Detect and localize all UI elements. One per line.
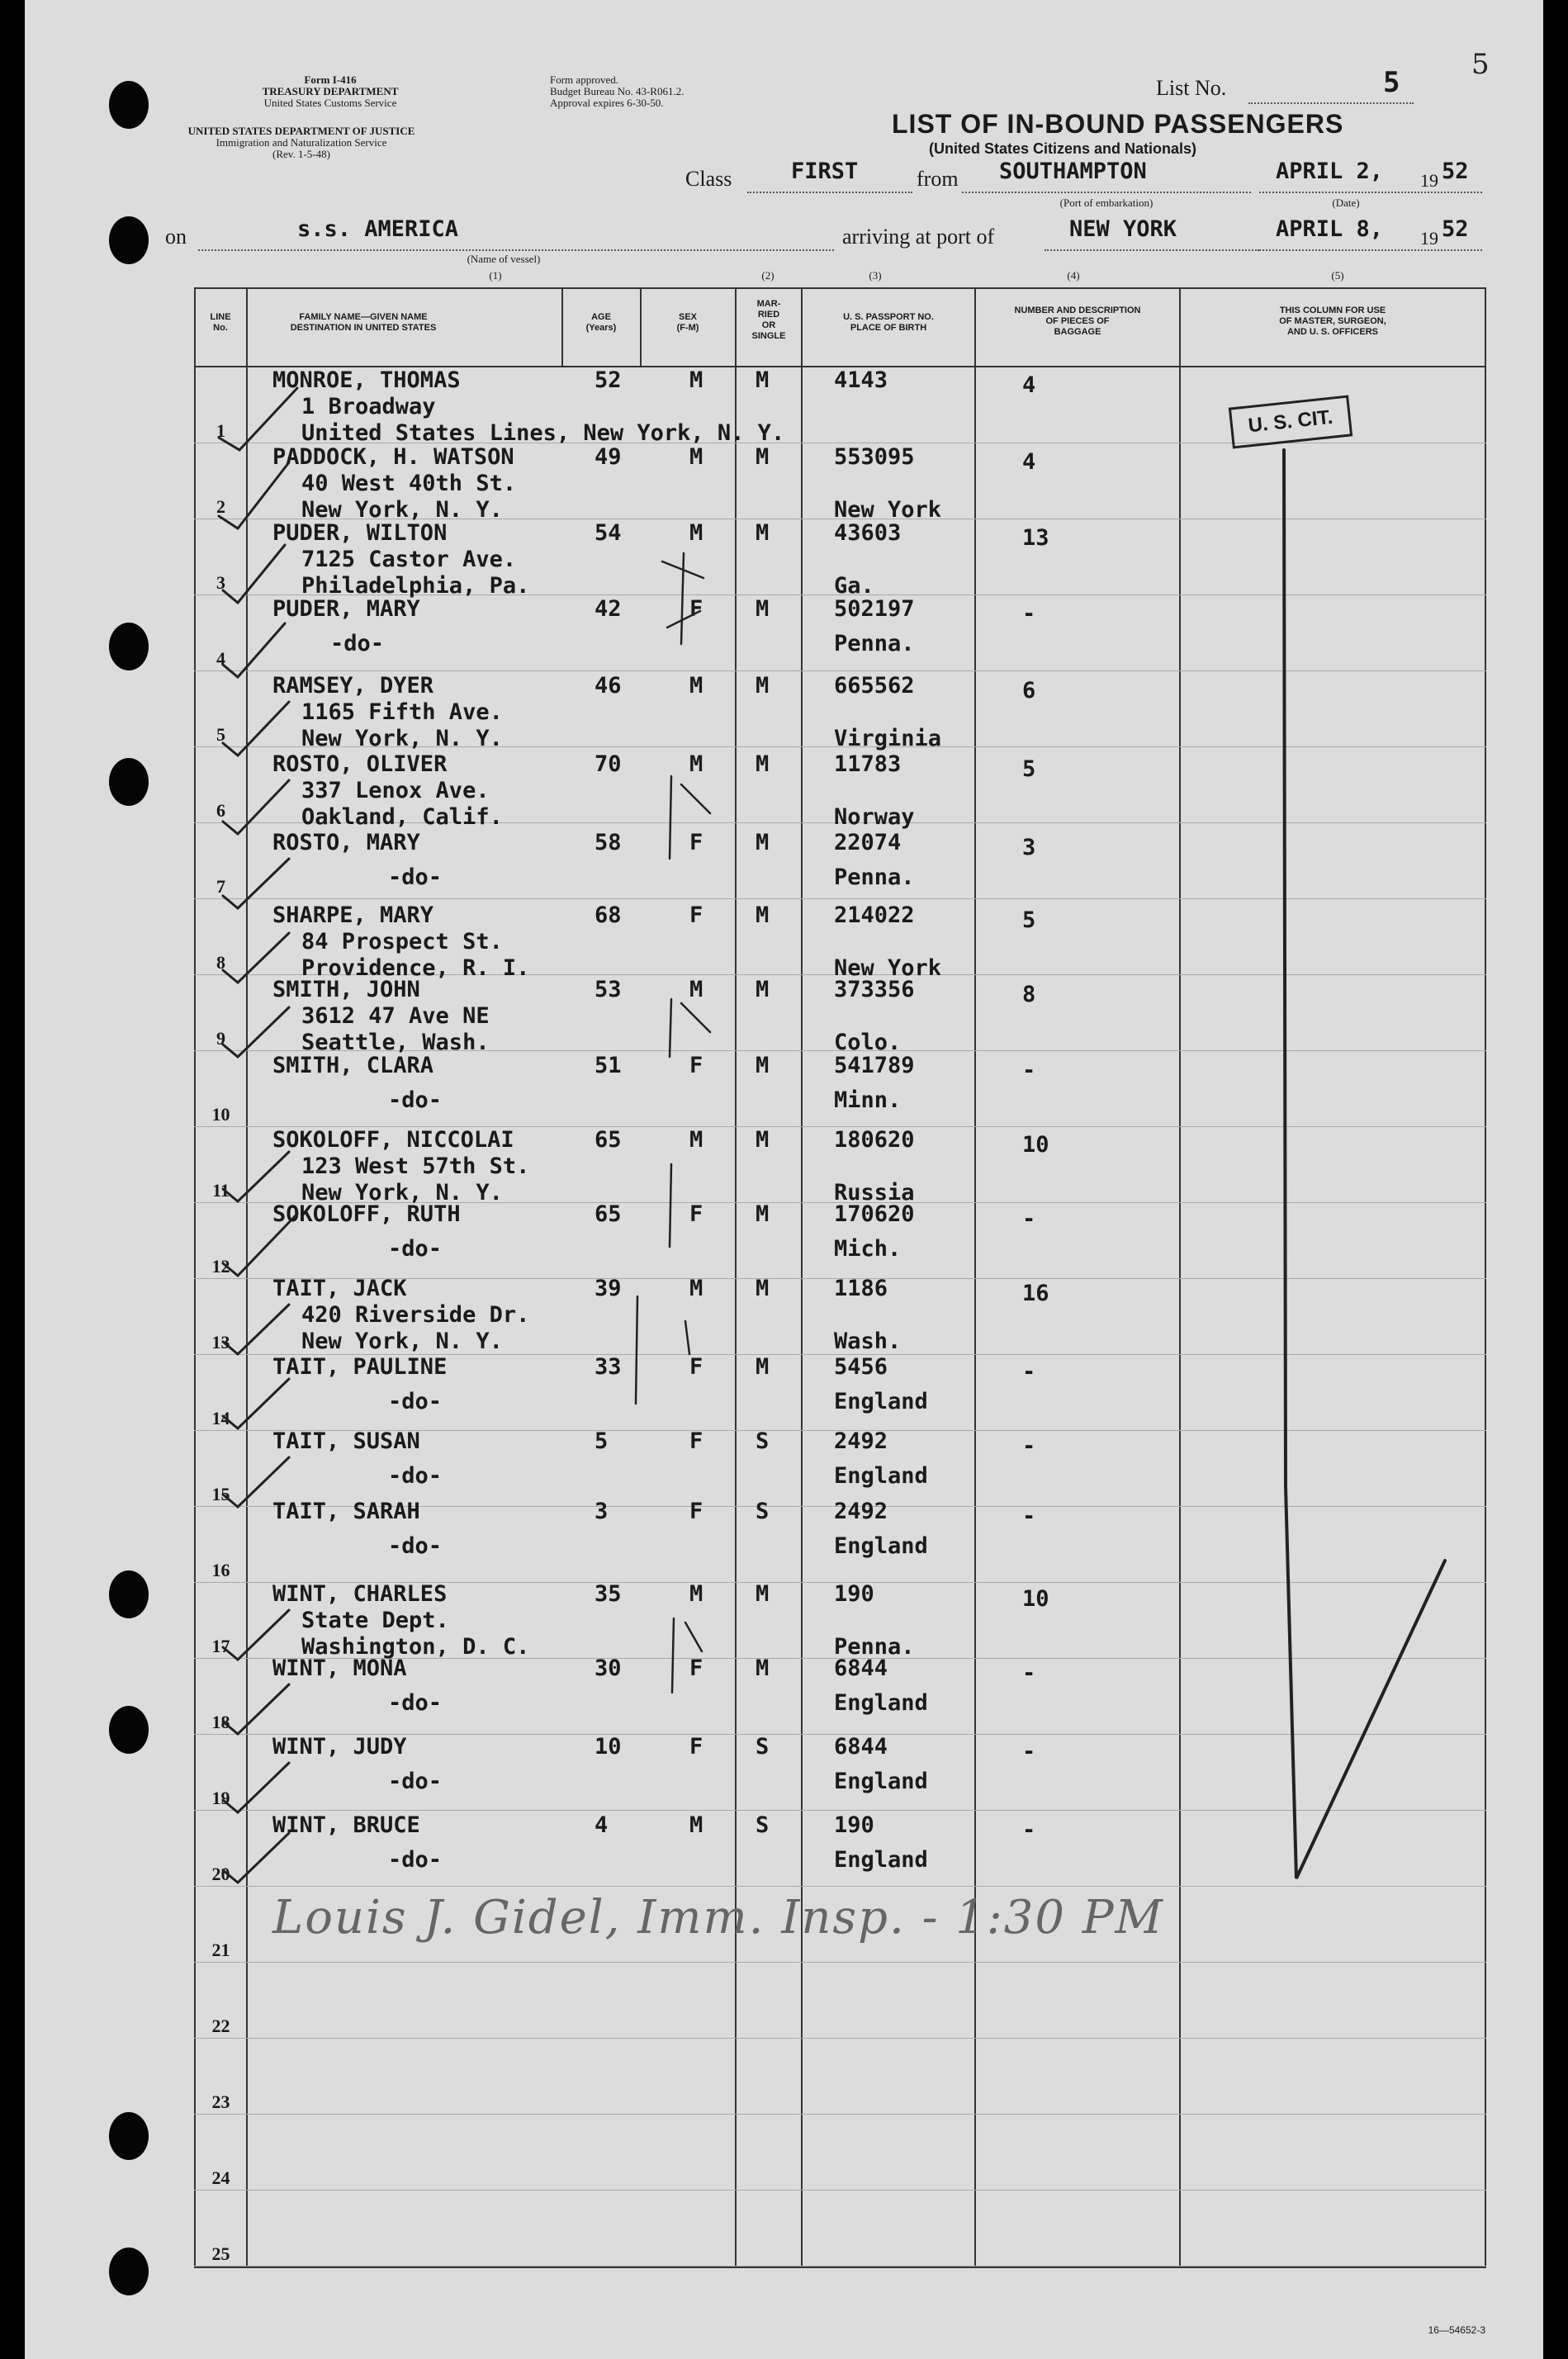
- form-line: TREASURY DEPARTMENT: [262, 85, 399, 97]
- passenger-address: -do-: [330, 631, 385, 656]
- passenger-sex: F: [689, 1201, 703, 1227]
- passenger-marital-status: S: [756, 1499, 770, 1524]
- place-of-birth: England: [834, 1389, 928, 1414]
- passenger-address: 3612 47 Ave NE: [301, 1003, 490, 1029]
- passenger-address: Seattle, Wash.: [301, 1030, 490, 1055]
- place-of-birth: Mich.: [834, 1236, 902, 1262]
- line-number: 9: [216, 1028, 225, 1049]
- col-header-passport: U. S. PASSPORT NO. PLACE OF BIRTH: [843, 312, 934, 333]
- place-of-birth: England: [834, 1533, 928, 1559]
- line-number: 3: [216, 572, 225, 593]
- passenger-address: New York, N. Y.: [301, 1180, 503, 1206]
- baggage-count: -: [1022, 1206, 1036, 1232]
- arrival-year: 52: [1442, 216, 1469, 242]
- col-header-sex: SEX (F-M): [676, 312, 699, 333]
- passenger-marital-status: S: [756, 1734, 770, 1760]
- from-value: SOUTHAMPTON: [999, 159, 1147, 184]
- place-of-birth: Minn.: [834, 1087, 902, 1113]
- passport-number: 1186: [834, 1276, 888, 1301]
- form-line: Form I-416: [304, 73, 357, 86]
- passport-number: 6844: [834, 1656, 888, 1681]
- passenger-address: Providence, R. I.: [301, 955, 530, 981]
- passport-number: 214022: [834, 902, 915, 928]
- line-number: 19: [211, 1788, 230, 1808]
- dept-line: (Rev. 1-5-48): [272, 148, 330, 160]
- column-number: (2): [761, 269, 775, 282]
- passenger-address: 84 Prospect St.: [301, 929, 503, 954]
- place-of-birth: England: [834, 1847, 928, 1873]
- baggage-count: -: [1022, 1433, 1036, 1459]
- passenger-age: 35: [595, 1581, 622, 1607]
- baggage-count: -: [1022, 1660, 1036, 1686]
- vessel-caption: (Name of vessel): [467, 253, 541, 265]
- passenger-age: 33: [595, 1354, 622, 1380]
- line-number: 17: [211, 1636, 230, 1656]
- passenger-marital-status: M: [756, 444, 770, 470]
- line-number: 1: [216, 420, 225, 441]
- list-no-value: 5: [1383, 66, 1400, 99]
- passport-number: 11783: [834, 751, 902, 777]
- vessel-value: s.s. AMERICA: [297, 216, 459, 242]
- passenger-name: SMITH, JOHN: [272, 977, 420, 1002]
- passenger-marital-status: M: [756, 367, 770, 393]
- passenger-sex: M: [689, 1812, 703, 1838]
- passenger-marital-status: S: [756, 1812, 770, 1838]
- passenger-marital-status: M: [756, 1354, 770, 1380]
- line-number: 5: [216, 724, 225, 745]
- date-value: APRIL 2,: [1276, 159, 1384, 184]
- line-number: 11: [212, 1180, 230, 1201]
- passport-number: 2492: [834, 1428, 888, 1454]
- place-of-birth: Ga.: [834, 573, 874, 599]
- passenger-address: 1165 Fifth Ave.: [301, 699, 503, 725]
- passport-number: 502197: [834, 596, 915, 622]
- passenger-marital-status: M: [756, 1053, 770, 1078]
- passenger-age: 70: [595, 751, 622, 777]
- baggage-count: 6: [1022, 678, 1036, 703]
- passenger-address: -do-: [388, 1533, 443, 1559]
- approval-line: Budget Bureau No. 43-R061.2.: [550, 85, 685, 97]
- passenger-address: State Dept.: [301, 1608, 449, 1633]
- line-number: 24: [211, 2167, 230, 2188]
- passenger-sex: M: [689, 1581, 703, 1607]
- baggage-count: 5: [1022, 756, 1036, 782]
- passenger-sex: M: [689, 673, 703, 699]
- column-number: (1): [489, 269, 502, 282]
- passenger-age: 3: [595, 1499, 609, 1524]
- passenger-marital-status: M: [756, 673, 770, 699]
- place-of-birth: Virginia: [834, 726, 942, 751]
- passenger-address: New York, N. Y.: [301, 1329, 503, 1354]
- place-of-birth: Norway: [834, 804, 915, 830]
- line-number: 7: [216, 876, 225, 897]
- passport-number: 180620: [834, 1127, 915, 1153]
- passenger-age: 10: [595, 1734, 622, 1760]
- passenger-name: WINT, CHARLES: [272, 1581, 448, 1607]
- passenger-marital-status: S: [756, 1428, 770, 1454]
- passenger-age: 53: [595, 977, 622, 1002]
- passenger-address: United States Lines, New York, N. Y.: [301, 420, 785, 446]
- baggage-count: 16: [1022, 1281, 1049, 1306]
- passenger-address: -do-: [388, 1463, 443, 1489]
- passenger-age: 30: [595, 1656, 622, 1681]
- col-header-age: AGE (Years): [585, 312, 617, 333]
- passenger-sex: F: [689, 902, 703, 928]
- passenger-name: TAIT, JACK: [272, 1276, 407, 1301]
- passenger-address: -do-: [388, 1087, 443, 1113]
- line-number: 22: [211, 2016, 230, 2036]
- column-number: (4): [1067, 269, 1080, 282]
- passenger-marital-status: M: [756, 1201, 770, 1227]
- baggage-count: -: [1022, 1504, 1036, 1529]
- line-number: 10: [211, 1104, 230, 1125]
- passenger-sex: M: [689, 367, 703, 393]
- place-of-birth: Wash.: [834, 1329, 902, 1354]
- passenger-age: 49: [595, 444, 622, 470]
- passenger-age: 65: [595, 1201, 622, 1227]
- passenger-marital-status: M: [756, 902, 770, 928]
- passenger-address: New York, N. Y.: [301, 726, 503, 751]
- baggage-count: 10: [1022, 1132, 1049, 1158]
- passport-number: 541789: [834, 1053, 915, 1078]
- passenger-address: 420 Riverside Dr.: [301, 1302, 530, 1328]
- place-of-birth: New York: [834, 497, 942, 523]
- passenger-name: PUDER, MARY: [272, 596, 420, 622]
- passenger-marital-status: M: [756, 751, 770, 777]
- col-header-line: LINE No.: [210, 312, 231, 333]
- list-no-label: List No.: [1156, 76, 1227, 100]
- arrival-year-prefix: 19: [1420, 228, 1438, 249]
- passport-number: 22074: [834, 830, 902, 855]
- passenger-age: 4: [595, 1812, 609, 1838]
- passenger-address: 123 West 57th St.: [301, 1153, 530, 1179]
- passenger-name: PADDOCK, H. WATSON: [272, 444, 514, 470]
- passenger-sex: F: [689, 1053, 703, 1078]
- passenger-name: WINT, MONA: [272, 1656, 407, 1681]
- place-of-birth: Penna.: [834, 631, 915, 656]
- place-of-birth: Penna.: [834, 864, 915, 890]
- line-number: 18: [211, 1712, 230, 1732]
- class-label: Class: [685, 167, 732, 191]
- passenger-address: 337 Lenox Ave.: [301, 778, 490, 803]
- passenger-marital-status: M: [756, 596, 770, 622]
- passport-number: 190: [834, 1581, 874, 1607]
- passport-number: 43603: [834, 520, 902, 546]
- form-number: 16—54652-3: [1428, 2324, 1485, 2336]
- page-title: LIST OF IN-BOUND PASSENGERS: [892, 109, 1344, 139]
- passport-number: 553095: [834, 444, 915, 470]
- passenger-marital-status: M: [756, 977, 770, 1002]
- line-number: 20: [211, 1864, 230, 1884]
- passenger-sex: F: [689, 1656, 703, 1681]
- passenger-sex: M: [689, 1276, 703, 1301]
- line-number: 13: [211, 1332, 230, 1352]
- line-number: 12: [211, 1256, 230, 1277]
- passenger-address: -do-: [388, 1236, 443, 1262]
- passenger-marital-status: M: [756, 1127, 770, 1153]
- passenger-age: 58: [595, 830, 622, 855]
- baggage-count: 4: [1022, 449, 1036, 475]
- passenger-age: 46: [595, 673, 622, 699]
- passenger-sex: M: [689, 977, 703, 1002]
- passenger-address: Philadelphia, Pa.: [301, 573, 530, 599]
- passenger-sex: M: [689, 444, 703, 470]
- passenger-marital-status: M: [756, 1656, 770, 1681]
- passenger-name: ROSTO, MARY: [272, 830, 420, 855]
- line-number: 8: [216, 952, 225, 973]
- arriving-label: arriving at port of: [842, 225, 995, 249]
- date-caption: (Date): [1332, 197, 1360, 209]
- passenger-age: 5: [595, 1428, 609, 1454]
- passenger-address: 40 West 40th St.: [301, 471, 517, 496]
- from-label: from: [917, 167, 959, 191]
- us-citizen-stamp: U. S. CIT.: [1229, 396, 1352, 449]
- place-of-birth: Russia: [834, 1180, 915, 1206]
- baggage-count: -: [1022, 1359, 1036, 1385]
- passenger-name: TAIT, SUSAN: [272, 1428, 420, 1454]
- place-of-birth: England: [834, 1690, 928, 1716]
- dept-line: UNITED STATES DEPARTMENT OF JUSTICE: [187, 125, 415, 137]
- passport-number: 6844: [834, 1734, 888, 1760]
- passenger-age: 39: [595, 1276, 622, 1301]
- passenger-address: -do-: [388, 1690, 443, 1716]
- passport-number: 4143: [834, 367, 888, 393]
- baggage-count: 5: [1022, 907, 1036, 933]
- passenger-sex: M: [689, 520, 703, 546]
- baggage-count: 10: [1022, 1586, 1049, 1612]
- baggage-count: 4: [1022, 372, 1036, 398]
- date-year: 52: [1442, 159, 1469, 184]
- line-number: 25: [211, 2243, 230, 2264]
- line-number: 14: [211, 1408, 230, 1428]
- passenger-address: -do-: [388, 864, 443, 890]
- passenger-sex: F: [689, 830, 703, 855]
- line-number: 15: [211, 1484, 230, 1504]
- passenger-address: -do-: [388, 1769, 443, 1794]
- baggage-count: 8: [1022, 982, 1036, 1007]
- passenger-name: SHARPE, MARY: [272, 902, 434, 928]
- col-header-baggage: NUMBER AND DESCRIPTION OF PIECES OF BAGGAGE: [1014, 306, 1141, 337]
- baggage-count: -: [1022, 1817, 1036, 1843]
- list-no-handwritten: 5: [1471, 48, 1490, 81]
- passenger-address: 7125 Castor Ave.: [301, 547, 517, 572]
- class-value: FIRST: [791, 159, 859, 184]
- passenger-name: SOKOLOFF, RUTH: [272, 1201, 461, 1227]
- baggage-count: 3: [1022, 835, 1036, 860]
- place-of-birth: England: [834, 1463, 928, 1489]
- baggage-count: -: [1022, 1058, 1036, 1083]
- approval-line: Form approved.: [550, 73, 619, 86]
- place-of-birth: Colo.: [834, 1030, 902, 1055]
- col-header-name: FAMILY NAME—GIVEN NAME DESTINATION IN UNITED STATES: [290, 312, 437, 333]
- passenger-age: 68: [595, 902, 622, 928]
- date-year-prefix: 19: [1420, 170, 1438, 191]
- inspector-signature: Louis J. Gidel, Imm. Insp. - 1:30 PM: [272, 1891, 1164, 1945]
- manifest-sheet: [25, 0, 1543, 2359]
- passenger-marital-status: M: [756, 830, 770, 855]
- passport-number: 373356: [834, 977, 915, 1002]
- passenger-name: ROSTO, OLIVER: [272, 751, 448, 777]
- line-number: 6: [216, 800, 225, 821]
- inspector-check-marks: [25, 0, 1543, 2359]
- passenger-address: 1 Broadway: [301, 394, 436, 419]
- passenger-name: TAIT, PAULINE: [272, 1354, 448, 1380]
- passenger-sex: M: [689, 1127, 703, 1153]
- passenger-age: 52: [595, 367, 622, 393]
- approval-line: Approval expires 6-30-50.: [550, 97, 664, 109]
- passport-number: 2492: [834, 1499, 888, 1524]
- place-of-birth: New York: [834, 955, 942, 981]
- passenger-name: WINT, BRUCE: [272, 1812, 420, 1838]
- column-number: (3): [869, 269, 882, 282]
- passenger-address: -do-: [388, 1389, 443, 1414]
- passenger-name: WINT, JUDY: [272, 1734, 407, 1760]
- passenger-marital-status: M: [756, 1581, 770, 1607]
- passport-number: 190: [834, 1812, 874, 1838]
- dept-line: Immigration and Naturalization Service: [216, 136, 387, 149]
- page-subtitle: (United States Citizens and Nationals): [929, 140, 1197, 157]
- line-number: 23: [211, 2091, 230, 2112]
- passenger-sex: F: [689, 596, 703, 622]
- on-label: on: [165, 225, 187, 249]
- passenger-sex: F: [689, 1734, 703, 1760]
- passport-number: 5456: [834, 1354, 888, 1380]
- line-number: 2: [216, 496, 225, 517]
- passenger-address: Washington, D. C.: [301, 1634, 530, 1660]
- passenger-name: RAMSEY, DYER: [272, 673, 434, 699]
- column-number: (5): [1331, 269, 1344, 282]
- passenger-age: 54: [595, 520, 622, 546]
- passenger-name: SOKOLOFF, NICCOLAI: [272, 1127, 514, 1153]
- passenger-sex: M: [689, 751, 703, 777]
- passenger-address: Oakland, Calif.: [301, 804, 503, 830]
- baggage-count: -: [1022, 601, 1036, 627]
- arrival-date: APRIL 8,: [1276, 216, 1384, 242]
- passenger-sex: F: [689, 1354, 703, 1380]
- passenger-age: 65: [595, 1127, 622, 1153]
- passenger-sex: F: [689, 1428, 703, 1454]
- passenger-marital-status: M: [756, 1276, 770, 1301]
- passport-number: 170620: [834, 1201, 915, 1227]
- form-line: United States Customs Service: [263, 97, 397, 109]
- passenger-age: 51: [595, 1053, 622, 1078]
- passenger-sex: F: [689, 1499, 703, 1524]
- baggage-count: -: [1022, 1739, 1036, 1765]
- line-number: 4: [216, 648, 225, 669]
- passport-number: 665562: [834, 673, 915, 699]
- from-caption: (Port of embarkation): [1059, 197, 1153, 209]
- passenger-name: SMITH, CLARA: [272, 1053, 434, 1078]
- passenger-name: PUDER, WILTON: [272, 520, 448, 546]
- col-header-officers: THIS COLUMN FOR USE OF MASTER, SURGEON, AND U. S. OFFICERS: [1279, 306, 1386, 337]
- passenger-name: TAIT, SARAH: [272, 1499, 420, 1524]
- place-of-birth: Penna.: [834, 1634, 915, 1660]
- passenger-age: 42: [595, 596, 622, 622]
- passenger-address: New York, N. Y.: [301, 497, 503, 523]
- passenger-address: -do-: [388, 1847, 443, 1873]
- line-number: 16: [211, 1560, 230, 1580]
- passenger-marital-status: M: [756, 520, 770, 546]
- line-number: 21: [211, 1940, 230, 1960]
- arrival-port: NEW YORK: [1069, 216, 1177, 242]
- passenger-name: MONROE, THOMAS: [272, 367, 461, 393]
- col-header-married: MAR- RIED OR SINGLE: [751, 299, 786, 341]
- baggage-count: 13: [1022, 525, 1049, 551]
- place-of-birth: England: [834, 1769, 928, 1794]
